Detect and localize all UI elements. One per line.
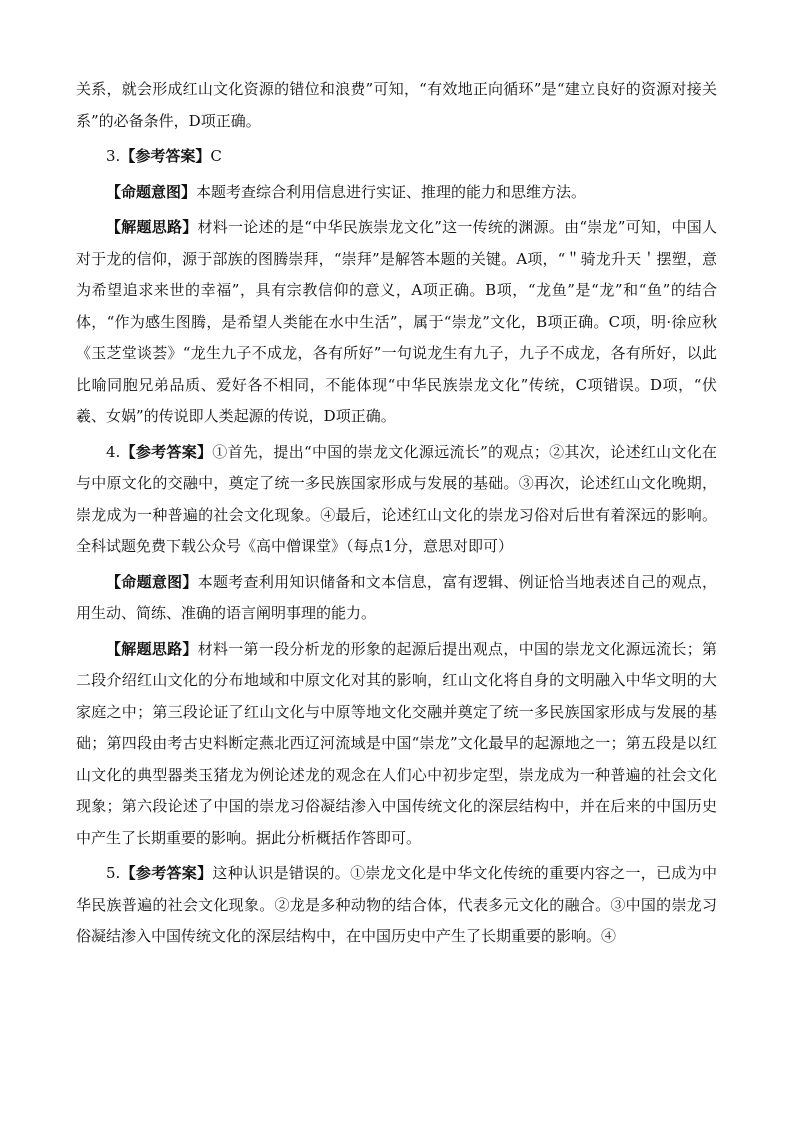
q3-answer-paragraph — [76, 141, 717, 173]
q4-answer-paragraph — [76, 437, 717, 563]
continued-paragraph — [76, 74, 717, 137]
q4-intent-paragraph — [76, 567, 717, 630]
q3-approach-paragraph — [76, 212, 717, 433]
paragraph-text: 材料一第一段分析龙的形象的起源后提出观点，中国的崇龙文化源远流长；第二段介绍红山文化的分布地域和中原文化对其的影响，红山文化将自身的文明融入中华文明的大家庭之中；第三段论证了红山文化与中原等地文化交融并奠定了统一多民族国家形成与发展的基础；第四段由考古史料断定燕北西辽河流域是中国“崇龙”文化最早的起源地之一；第五段是以红山文化的典型器类玉猪龙为例论述龙的观念在人们心中初步定型，崇龙成为一种普遍的社会文化现象；第六段论述了中国的崇龙习俗凝结渗入中国传统文化的深层结构中，并在后来的中国历史中产生了长期重要的影响。据此分析概括作答即可。 — [76, 639, 717, 847]
section-tag: 【参考答案】 — [120, 864, 213, 882]
paragraph-text: 这种认识是错误的。①崇龙文化是中华文化传统的重要内容之一，已成为中华民族普遍的社会文化现象。②龙是多种动物的结合体，代表多元文化的融合。③中国的崇龙习俗凝结渗入中国传统文化的深层结构中，在中国历史中产生了长期重要的影响。④ — [76, 864, 717, 945]
paragraph-text: 关系，就会形成红山文化资源的错位和浪费”可知，“有效地正向循环”是“建立良好的资源对接关系”的必备条件，D项正确。 — [76, 80, 717, 130]
paragraph-text: C — [210, 147, 222, 165]
paragraph-text: 本题考查利用知识储备和文本信息，富有逻辑、例证恰当地表述自己的观点，用生动、简练、准确的语言阐明事理的能力。 — [76, 572, 717, 622]
document-page — [76, 74, 717, 953]
question-number: 3. — [106, 147, 121, 165]
question-number: 5. — [106, 864, 121, 882]
paragraph-text: 材料一论述的是“中华民族崇龙文化”这一传统的渊源。由“崇龙”可知，中国人对于龙的信仰，源于部族的图腾崇拜，“崇拜”是解答本题的关键。A项，“＂骑龙升天＇摆塑，意为希望追求来世的幸福”，具有宗教信仰的意义，A项正确。B项，“龙鱼”是“龙”和“鱼”的结合体，“作为感生图腾，是希望人类能在水中生活”，属于“崇龙”文化，B项正确。C项，明·徐应秋《玉芝堂谈荟》“龙生九子不成龙，各有所好”一句说龙生有九子，九子不成龙，各有所好，以此比喻同胞兄弟品质、爱好各不相同，不能体现“中华民族崇龙文化”传统，C项错误。D项，“伏羲、女娲”的传说即人类起源的传说，D项正确。 — [76, 218, 717, 425]
question-number: 4. — [106, 442, 121, 461]
section-tag: 【解题思路】 — [106, 218, 198, 236]
paragraph-text: ①首先，提出“中国的崇龙文化源远流长”的观点；②其次，论述红山文化在与中原文化的交融中，奠定了统一多民族国家形成与发展的基础。③再次，论述红山文化晚期，崇龙成为一种普遍的社会文化现象。④最后，论述红山文化的崇龙习俗对后世有着深远的影响。全科试题免费下载公众号《高中僧课堂》（每点1分，意思对即可） — [76, 442, 717, 555]
section-tag: 【解题思路】 — [106, 639, 198, 658]
q3-intent-paragraph — [76, 177, 717, 209]
q4-approach-paragraph — [76, 634, 717, 855]
paragraph-text: 本题考查综合利用信息进行实证、推理的能力和思维方法。 — [196, 182, 587, 201]
section-tag: 【参考答案】 — [120, 442, 213, 461]
section-tag: 【命题意图】 — [106, 182, 197, 201]
q5-answer-paragraph — [76, 858, 717, 953]
section-tag: 【命题意图】 — [106, 572, 198, 591]
section-tag: 【参考答案】 — [120, 147, 211, 165]
